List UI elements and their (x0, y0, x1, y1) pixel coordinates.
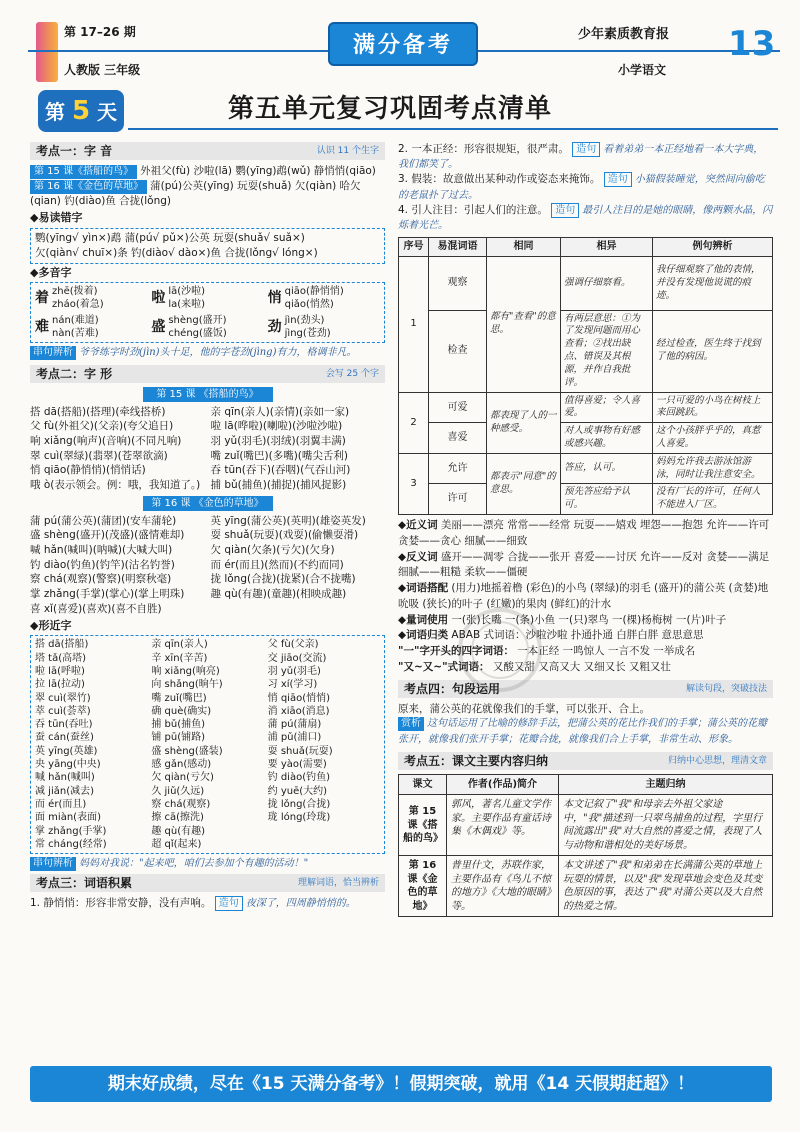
lesson-banner: 第 16 课 《金色的草地》 (143, 496, 273, 511)
shape-item: 搭 dā(搭船)(搭理)(牵线搭桥) (30, 405, 166, 418)
near-item: 感 gǎn(感动) (151, 759, 212, 771)
near-item: 亲 qīn(亲人) (151, 639, 208, 651)
newspaper-name: 少年素质教育报 (578, 27, 670, 42)
cell-author: 郭风，著名儿童文学作家。主要作品有童话诗集《木偶戏》等。 (447, 795, 559, 856)
cell-word: 许可 (429, 484, 487, 515)
cell-same: 都有"查看"的意思。 (487, 256, 561, 392)
near-item: 吞 tūn(吞吐) (35, 719, 93, 731)
lesson-tag: 第 15 课《搭船的鸟》 (30, 165, 137, 179)
left-column (30, 142, 385, 912)
cell-word: 检查 (429, 310, 487, 392)
th: 相同 (487, 238, 561, 257)
near-item: 嘴 zuǐ(嘴巴) (151, 692, 207, 704)
cell-example: 没有厂长的许可，任何人不能进入厂区。 (653, 484, 773, 515)
near-item: 搭 dā(搭船) (35, 639, 89, 651)
page-title: 第五单元复习巩固考点清单 (228, 94, 553, 124)
tag: 赏析 (398, 717, 424, 731)
polyphone-title: ◆多音字 (30, 265, 72, 279)
day-prefix: 第 (44, 100, 65, 124)
near-item: 察 chá(观察) (151, 798, 211, 810)
table-row (399, 453, 773, 484)
near-item: 而 ér(而且) (35, 798, 87, 810)
near-item: 约 yuē(大约) (267, 785, 328, 797)
table-row (399, 310, 773, 392)
cell-no: 2 (399, 392, 429, 453)
shape-list-15 (30, 405, 385, 493)
shape-item: 英 yīng(蒲公英)(英明)(雄姿英发) (210, 514, 366, 527)
lesson16-words (30, 179, 385, 209)
near-item: 羽 yǔ(羽毛) (267, 665, 321, 677)
bullet-text: (用力)地摇着橹 (彩色)的小鸟 (翠绿)的羽毛 (盛开)的蒲公英 (贪婪)地吮吸 (狭长)的叶子 (红嫩)的果肉 (鲜红)的汁水 (398, 582, 769, 610)
poly-reading: nàn(苦难) (52, 328, 99, 340)
cell-word: 可爱 (429, 392, 487, 423)
bullet-label: ◆量词使用 (398, 613, 449, 626)
series-logo: 满分备考 (328, 22, 478, 66)
bullet-label: ◆近义词 (398, 519, 438, 531)
near-item (268, 838, 380, 851)
bullet-text: 又酸又甜 又高又大 又细又长 又粗又壮 (492, 660, 671, 673)
shape-item: 翠 cuì(翠绿)(翡翠)(苍翠欲滴) (30, 449, 168, 462)
cell-theme: 本文记叙了"我"和母亲去外祖父家途中，"我"描述到一只翠鸟捕鱼的过程，字里行间流露出"我"对大自然的喜爱之情，表现了人与动物和谐相处的美好场景。 (559, 795, 773, 856)
cell-theme: 本文讲述了"我"和弟弟在长满蒲公英的草地上玩耍的情景，以及"我"发现草地会变色及其变色原因的事，表达了"我"对蒲公英以及大自然的热爱之情。 (559, 856, 773, 917)
th: 易混词语 (429, 238, 487, 257)
shape-item: 嘴 zuǐ(嘴巴)(多嘴)(嘴尖舌利) (210, 449, 348, 462)
poly-char: 劲 (267, 318, 282, 335)
near-item: 习 xí(学习) (267, 679, 318, 691)
vocab-definition: 4. 引人注目：引起人们的注意。 (398, 203, 548, 216)
title-rule (128, 128, 778, 130)
near-item: 要 yào(需要) (267, 759, 327, 771)
cell-same: 都表现了人的一种感受。 (487, 392, 561, 453)
cell-diff: 有两层意思：①为了发现问题而用心查看；②找出缺点、错误及其根源，并作自我批评。 (561, 310, 653, 392)
easy-read-line: 鹦(yīng√ yìn×)鹉 蒲(pú√ pǔ×)公英 玩耍(shuǎ√ suǎ×) (35, 231, 305, 244)
easy-read-line: 欠(qiàn√ chuī×)条 钓(diào√ dào×)鱼 合拢(lǒng√ lóng×) (35, 246, 318, 259)
tag: 造句 (215, 896, 243, 911)
bullet-label: "又~又~"式词语： (398, 660, 490, 673)
section-title: 考点四：句段运用 (404, 681, 501, 696)
sentence-analysis-2 (30, 856, 385, 871)
th: 序号 (399, 238, 429, 257)
shape-item: 捕 bǔ(捕鱼)(捕捉)(捕风捉影) (210, 479, 347, 492)
section-title: 考点一：字 音 (36, 144, 113, 158)
promo-banner: 期末好成绩，尽在《15 天满分备考》！假期突破，就用《14 天假期赶超》！ (30, 1066, 772, 1102)
vocab-example: 看着弟弟一本正经地看一本大字典，我们都笑了。 (398, 144, 764, 171)
shape-item: 而 ér(而且)(然而)(不约而同) (210, 558, 344, 571)
near-item: 盛 shèng(盛装) (151, 745, 223, 757)
near-item: 向 shǎng(晌午) (151, 679, 223, 691)
near-item: 铺 pū(铺路) (151, 732, 205, 744)
near-item: 萃 cuì(荟萃) (35, 705, 91, 717)
cell-word: 喜爱 (429, 423, 487, 454)
shape-item: 盛 shèng(盛开)(茂盛)(盛情难却) (30, 529, 185, 542)
vocab-item (398, 172, 773, 202)
cell-no: 1 (399, 256, 429, 392)
summary-table (398, 774, 773, 918)
day-number: 5 (71, 96, 91, 126)
near-item: 消 xiāo(消息) (267, 705, 330, 717)
vocab-definition: 1. 静悄悄：形容非常安静，没有声响。 (30, 897, 212, 910)
section-note: 归纳中心思想，理清文章 (667, 755, 767, 766)
section-note: 解读句段，突破技法 (685, 683, 767, 694)
near-item: 央 yāng(中央) (35, 759, 101, 771)
near-item: 辛 xīn(辛苦) (151, 652, 208, 664)
table-row (399, 484, 773, 515)
near-item: 父 fù(父亲) (267, 639, 319, 651)
table-row (399, 256, 773, 310)
shape-item: 欠 qiàn(欠条)(亏欠)(欠身) (210, 544, 335, 557)
poly-reading: chéng(盛饭) (168, 328, 227, 340)
poly-reading: nán(难道) (52, 315, 99, 327)
poly-reading: jìng(苍劲) (284, 328, 331, 340)
near-item: 掌 zhǎng(手掌) (35, 825, 107, 837)
bullet-label: "一"字开头的四字词语： (398, 645, 514, 657)
poly-reading: qiāo(静悄悄) (284, 286, 344, 298)
cell-lesson: 第 15 课《搭船的鸟》 (399, 795, 447, 856)
shape-item: 掌 zhǎng(手掌)(掌心)(掌上明珠) (30, 588, 185, 601)
polyphone-item (268, 285, 380, 311)
table-row (399, 795, 773, 856)
section-header-5 (398, 752, 773, 770)
issue-label: 第 17–26 期 (64, 25, 136, 39)
lesson-tag: 第 16 课《金色的草地》 (30, 180, 147, 194)
cell-word: 观察 (429, 256, 487, 310)
near-item: 蒲 pú(蒲扇) (267, 719, 322, 731)
bullet-text: ABAB 式词语：沙啦沙啦 扑通扑通 白胖白胖 意思意思 (451, 629, 704, 642)
polyphone-item (268, 314, 380, 340)
vocab-definition: 2. 一本正经：形容很规矩，很严肃。 (398, 143, 569, 155)
shape-item: 耍 shuǎ(玩耍)(戏耍)(偷懒耍滑) (210, 529, 359, 542)
section-header-3 (30, 874, 385, 892)
table-row (399, 392, 773, 423)
near-item: 超 qǐ(起来) (151, 838, 202, 850)
shape-item: 亲 qīn(亲人)(亲情)(亲如一家) (210, 405, 350, 418)
shape-item: 察 chá(观察)(警察)(明察秋毫) (30, 573, 172, 586)
near-item: 欠 qiàn(亏欠) (151, 772, 214, 784)
page-number: 13 (728, 24, 776, 64)
confusable-words-table (398, 237, 773, 515)
near-item: 珑 lóng(玲珑) (267, 812, 331, 824)
th: 主题归纳 (559, 774, 773, 795)
table-row (399, 856, 773, 917)
day-title-bar (28, 88, 780, 134)
near-item: 啦 lā(呼啦) (35, 665, 85, 677)
bullet-text: 美丽——漂亮 常常——经常 玩耍——嬉戏 埋怨——抱怨 允许——许可 贪婪——贪心 细腻——细致 (398, 519, 770, 547)
tag: 串句辨析 (30, 346, 76, 360)
shape-item: 啦 lā(哗啦)(喇啦)(沙啦沙啦) (210, 420, 343, 433)
appreciation-text: 这句话运用了比喻的修辞手法，把蒲公英的花比作我们的手掌；蒲公英的花瓣张开，就像我们张开手掌；花瓣合拢，就像我们合上手掌，非常生动、形象。 (398, 718, 767, 745)
cell-diff: 预先答应给予认可。 (561, 484, 653, 515)
bullet-text: 盛开——凋零 合拢——张开 喜爱——讨厌 允许——反对 贪婪——满足 细腻——粗糙 柔软——僵硬 (398, 550, 770, 579)
near-item: 减 jiǎn(减去) (35, 785, 95, 797)
cell-diff: 强调仔细察看。 (561, 256, 653, 310)
poly-reading: qiǎo(悄然) (284, 299, 334, 311)
sentence-analysis-1 (30, 345, 385, 360)
shape-item: 哦 ò(表示领会。例：哦，我知道了。) (30, 479, 201, 492)
page-header (28, 22, 780, 82)
poly-reading: lā(沙啦) (168, 286, 206, 298)
near-item: 浦 pǔ(浦口) (267, 732, 322, 744)
near-form-title: ◆形近字 (30, 618, 72, 632)
vocab-example: 夜深了，四周静悄悄的。 (245, 898, 356, 910)
tag: 造句 (572, 142, 600, 157)
cell-diff: 答应，认可。 (561, 453, 653, 484)
cell-diff: 值得喜爱；令人喜爱。 (561, 392, 653, 423)
tag: 造句 (551, 203, 579, 218)
near-item: 擦 cā(擦洗) (151, 812, 204, 824)
vocab-example: 小猫假装睡觉，突然间向偷吃的老鼠扑了过去。 (398, 174, 765, 201)
right-column (398, 142, 773, 917)
near-item: 翠 cuì(翠竹) (35, 692, 91, 704)
cell-example: 这个小孩胖乎乎的，真惹人喜爱。 (653, 423, 773, 454)
sentence-text: 爷爷练字时劲(jìn)头十足，他的字苍劲(jìng)有力，格调非凡。 (79, 347, 357, 359)
near-item: 久 jiǔ(久远) (151, 785, 205, 797)
near-item: 拉 lā(拉动) (35, 679, 85, 691)
near-item: 响 xiǎng(响亮) (151, 665, 220, 677)
cell-diff: 对人或事物有好感或感兴趣。 (561, 423, 653, 454)
vocab-example: 最引人注目的是她的眼睛，像两颗水晶，闪烁着光芒。 (398, 204, 773, 231)
cell-example: 我仔细观察了他的表情，并没有发现他说谎的痕迹。 (653, 256, 773, 310)
th: 课文 (399, 774, 447, 795)
easy-read-title: ◆易读错字 (30, 210, 83, 224)
near-item: 喊 hǎn(喊叫) (35, 772, 95, 784)
shape-item: 吞 tūn(吞下)(吞咽)(气吞山河) (210, 464, 351, 477)
poly-char: 盛 (151, 318, 166, 335)
poly-char: 啦 (151, 289, 166, 306)
near-item: 耍 shuǎ(玩耍) (267, 745, 333, 757)
th: 作者(作品)简介 (447, 774, 559, 795)
polyphone-item (35, 285, 147, 311)
near-item: 悄 qiāo(悄悄) (267, 692, 331, 704)
day-badge (38, 90, 124, 132)
shape-item: 蒲 pú(蒲公英)(蒲团)(安车蒲轮) (30, 514, 177, 527)
section-title: 考点五：课文主要内容归纳 (404, 753, 549, 768)
cell-author: 普里什文，苏联作家，主要作品有《鸟儿不惊的地方》《大地的眼睛》等。 (447, 856, 559, 917)
appreciation (398, 716, 773, 746)
polyphone-item (35, 314, 147, 340)
near-item: 拢 lǒng(合拢) (267, 798, 331, 810)
shape-item: 趣 qù(有趣)(童趣)(相映成趣) (210, 588, 347, 601)
tag: 造句 (604, 172, 632, 187)
near-item: 蚕 cán(蚕丝) (35, 732, 94, 744)
shape-list-16 (30, 514, 385, 617)
near-item (268, 825, 380, 838)
vocab-item-1 (30, 896, 385, 911)
watermark-stamp-icon (440, 600, 560, 700)
easy-read-box (30, 228, 385, 264)
bullet-label: ◆词语搭配 (398, 582, 449, 594)
th: 例句辨析 (653, 238, 773, 257)
word-list: 蒲(pú)公英(yīng) 玩耍(shuǎ) 欠(qiàn) 哈欠(qian) 钓(diào)鱼 合拢(lǒng) (30, 180, 361, 207)
edition-label: 人教版 三年级 (64, 63, 141, 77)
shape-item: 悄 qiāo(静悄悄)(悄悄话) (30, 464, 146, 477)
shape-item: 钓 diào(钓鱼)(钓竿)(沽名钓誉) (30, 558, 175, 571)
shape-item: 父 fù(外祖父)(父亲)(夸父追日) (30, 420, 174, 433)
cell-same: 都表示"同意"的意思。 (487, 453, 561, 514)
table-header-row (399, 238, 773, 257)
cell-example: 妈妈允许我去游泳馆游泳，同时让我注意安全。 (653, 453, 773, 484)
poly-char: 着 (35, 289, 49, 306)
cell-example: 一只可爱的小鸟在树枝上来回跳跃。 (653, 392, 773, 423)
section-note: 认识 11 个生字 (316, 146, 379, 156)
near-item: 常 cháng(经常) (35, 838, 107, 850)
poly-char: 悄 (267, 289, 282, 306)
shape-item: 响 xiǎng(响声)(音响)(不同凡响) (30, 434, 182, 447)
corner-decoration (36, 22, 58, 82)
sentence-text: 原来，蒲公英的花就像我们的手掌，可以张开、合上。 (398, 702, 650, 715)
near-item: 确 què(确实) (151, 705, 212, 717)
bullet-label: ◆反义词 (398, 550, 438, 563)
near-item: 英 yīng(英雄) (35, 745, 98, 757)
poly-reading: zhē(拨着) (52, 286, 98, 298)
shape-item: 拢 lǒng(合拢)(拢紧)(合不拢嘴) (210, 573, 356, 586)
near-item: 塔 tǎ(高塔) (35, 652, 87, 664)
cell-no: 3 (399, 453, 429, 514)
vocab-item (398, 203, 773, 233)
lesson15-words (30, 164, 385, 179)
polyphone-item (151, 314, 263, 340)
near-item: 捕 bǔ(捕鱼) (151, 719, 205, 731)
bullet-antonyms (398, 550, 773, 582)
section-note: 理解词语，恰当辨析 (297, 878, 379, 889)
bullet-label: ◆词语归类 (398, 629, 449, 642)
near-item: 趣 qù(有趣) (151, 825, 205, 837)
near-item: 面 miàn(表面) (35, 812, 101, 824)
poly-char: 难 (35, 318, 49, 335)
poly-reading: zháo(着急) (52, 299, 104, 311)
cell-word: 允许 (429, 453, 487, 484)
shape-item: 羽 yǔ(羽毛)(羽绒)(羽翼丰满) (210, 434, 346, 447)
day-suffix: 天 (97, 100, 118, 124)
subject-label: 小学语文 (618, 63, 667, 77)
bullet-synonyms (398, 518, 773, 550)
lesson-banner: 第 15 课 《搭船的鸟》 (143, 387, 273, 402)
near-form-box (30, 635, 385, 854)
section-title: 考点二：字 形 (36, 366, 113, 381)
near-item: 交 jiāo(交流) (267, 652, 327, 664)
vocab-definition: 3. 假装：故意做出某种动作或姿态来掩饰。 (398, 173, 601, 186)
poly-reading: jìn(劲头) (284, 315, 325, 327)
polyphone-item (151, 285, 263, 311)
poly-reading: la(来啦) (168, 299, 206, 311)
poly-reading: shèng(盛开) (168, 315, 227, 327)
polyphone-box (30, 282, 385, 343)
near-item: 钓 diào(钓鱼) (267, 772, 331, 784)
th: 相异 (561, 238, 653, 257)
bullet-text: 一本正经 一鸣惊人 一言不发 一举成名 (517, 645, 696, 657)
word-list: 外祖父(fù) 沙啦(lā) 鹦(yīng)鹉(wǔ) 静悄悄(qiāo) (140, 165, 376, 177)
sentence-text: 妈妈对我说："起来吧，咱们去参加个有趣的活动！" (79, 858, 309, 870)
cell-example: 经过检查，医生终于找到了他的病因。 (653, 310, 773, 392)
section-header-1 (30, 142, 385, 160)
tag: 串句辨析 (30, 857, 76, 871)
shape-item: 喊 hǎn(喊叫)(呐喊)(大喊大叫) (30, 544, 173, 557)
table-header-row (399, 774, 773, 795)
cell-lesson: 第 16 课《金色的草地》 (399, 856, 447, 917)
section-note: 会写 25 个字 (325, 368, 379, 379)
section-header-2 (30, 365, 385, 383)
section-title: 考点三：词语积累 (36, 876, 133, 891)
table-row (399, 423, 773, 454)
vocab-item (398, 142, 773, 172)
shape-item: 喜 xǐ(喜爱)(喜欢)(喜不自胜) (30, 602, 162, 615)
bullet-text: 一(张)长嘴 一(条)小鱼 一(只)翠鸟 一(棵)杨梅树 一(片)叶子 (451, 613, 727, 626)
